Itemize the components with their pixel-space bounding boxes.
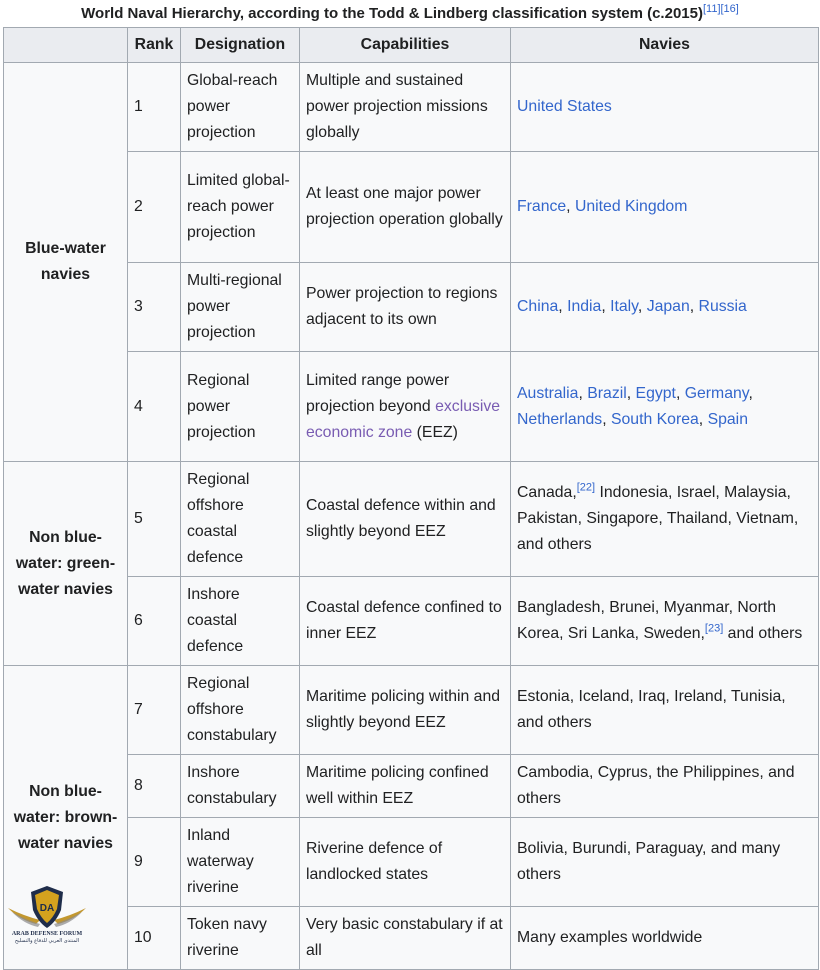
caption-ref-16[interactable] [721, 3, 739, 15]
header-navies: Navies [511, 28, 819, 63]
header-capabilities: Capabilities [300, 28, 511, 63]
designation-cell: Inshore coastal defence [181, 577, 300, 666]
navies-cell: Bolivia, Burundi, Paraguay, and many others [511, 818, 819, 907]
rank-cell: 6 [128, 577, 181, 666]
navy-link-germany[interactable]: Germany [684, 384, 749, 402]
logo-arabic: المنتدى العربي للدفاع والتسليح [14, 938, 80, 944]
header-rank: Rank [128, 28, 181, 63]
designation-cell: Regional power projection [181, 352, 300, 462]
navy-link-spain[interactable]: Spain [707, 410, 748, 428]
caption-ref-11[interactable] [703, 3, 721, 15]
rank-cell: 5 [128, 462, 181, 577]
designation-cell: Inshore constabulary [181, 755, 300, 818]
navy-link-brazil[interactable]: Brazil [587, 384, 627, 402]
group-green-water: Non blue-water: green-water navies [4, 462, 128, 666]
designation-cell: Global-reach power projection [181, 63, 300, 152]
rank-cell: 3 [128, 263, 181, 352]
table-caption [0, 0, 820, 27]
capabilities-cell: Multiple and sustained power projection missions globally [300, 63, 511, 152]
group-blue-water: Blue-water navies [4, 63, 128, 462]
capabilities-cell: Maritime policing confined well within EEZ [300, 755, 511, 818]
ref-link-23[interactable]: [23] [704, 622, 724, 635]
designation-cell: Inland waterway riverine [181, 818, 300, 907]
designation-cell: Limited global-reach power projection [181, 152, 300, 263]
navy-link-egypt[interactable]: Egypt [635, 384, 676, 402]
navies-cell: France, United Kingdom [511, 152, 819, 263]
navy-link-south-korea[interactable]: South Korea [610, 410, 699, 428]
header-row [4, 28, 819, 63]
rank-cell: 4 [128, 352, 181, 462]
navies-cell: China, India, Italy, Japan, Russia [511, 263, 819, 352]
navy-link-australia[interactable]: Australia [517, 384, 579, 402]
capabilities-cell: At least one major power projection operation globally [300, 152, 511, 263]
logo-abbr: DA [39, 903, 55, 914]
header-designation: Designation [181, 28, 300, 63]
ref-22[interactable] [577, 482, 595, 494]
rank-cell: 1 [128, 63, 181, 152]
navies-cell: Many examples worldwide [511, 907, 819, 970]
capabilities-text-eez: (EEZ) [416, 423, 458, 441]
navies-text: Canada, [517, 484, 577, 501]
capabilities-cell: Coastal defence within and slightly beyond EEZ [300, 462, 511, 577]
navies-text-rest: and others [723, 625, 803, 642]
navy-link-italy[interactable]: Italy [610, 298, 638, 315]
rank-cell: 2 [128, 152, 181, 263]
rank-cell: 7 [128, 666, 181, 755]
capabilities-cell: Riverine defence of landlocked states [300, 818, 511, 907]
navy-link-united-states[interactable]: United States [517, 98, 612, 115]
navies-text-rest: Indonesia, Israel, Malaysia, Pakistan, Singapore, Thailand, Vietnam, and others [517, 484, 799, 553]
capabilities-cell: Coastal defence confined to inner EEZ [300, 577, 511, 666]
table-row [4, 462, 819, 577]
naval-hierarchy-table [3, 27, 819, 970]
table-row [4, 666, 819, 755]
caption-title: World Naval Hierarchy, according to the Todd & Lindberg classification system (c.2015) [81, 5, 703, 22]
ref-link-11[interactable]: [11] [702, 3, 721, 15]
navy-link-united-kingdom[interactable]: United Kingdom [574, 198, 688, 215]
capabilities-cell: Power projection to regions adjacent to its own [300, 263, 511, 352]
forum-watermark-logo [6, 880, 88, 944]
eez-link[interactable]: exclusive economic zone [306, 397, 501, 441]
designation-cell: Regional offshore coastal defence [181, 462, 300, 577]
navies-cell: Australia, Brazil, Egypt, Germany, Netherlands, South Korea, Spain [511, 352, 819, 462]
capabilities-cell: Very basic constabulary if at all [300, 907, 511, 970]
navy-link-china[interactable]: China [517, 298, 559, 315]
designation-cell: Token navy riverine [181, 907, 300, 970]
rank-cell: 9 [128, 818, 181, 907]
capabilities-text: Limited range power projection beyond [306, 371, 450, 415]
group-brown-water: Non blue-water: brown-water navies [4, 666, 128, 970]
navies-cell [511, 577, 819, 666]
ref-link-22[interactable]: [22] [576, 481, 596, 494]
navy-link-netherlands[interactable]: Netherlands [517, 410, 603, 428]
navy-link-russia[interactable]: Russia [698, 298, 747, 315]
rank-cell: 8 [128, 755, 181, 818]
navies-cell: Estonia, Iceland, Iraq, Ireland, Tunisia, and others [511, 666, 819, 755]
navies-text: Bangladesh, Brunei, Myanmar, North Korea, Sri Lanka, Sweden, [517, 599, 777, 642]
designation-cell: Multi-regional power projection [181, 263, 300, 352]
navy-link-india[interactable]: India [567, 298, 602, 315]
navy-link-japan[interactable]: Japan [646, 298, 690, 315]
table-row [4, 63, 819, 152]
ref-link-16[interactable]: [16] [720, 3, 739, 15]
logo-text: ARAB DEFENSE FORUM [11, 931, 83, 937]
navies-cell [511, 63, 819, 152]
capabilities-cell: Maritime policing within and slightly beyond EEZ [300, 666, 511, 755]
navies-cell [511, 462, 819, 577]
navy-link-france[interactable]: France [517, 198, 567, 215]
designation-cell: Regional offshore constabulary [181, 666, 300, 755]
capabilities-cell [300, 352, 511, 462]
navies-cell: Cambodia, Cyprus, the Philippines, and others [511, 755, 819, 818]
header-group [4, 28, 128, 63]
rank-cell: 10 [128, 907, 181, 970]
ref-23[interactable] [705, 623, 723, 635]
